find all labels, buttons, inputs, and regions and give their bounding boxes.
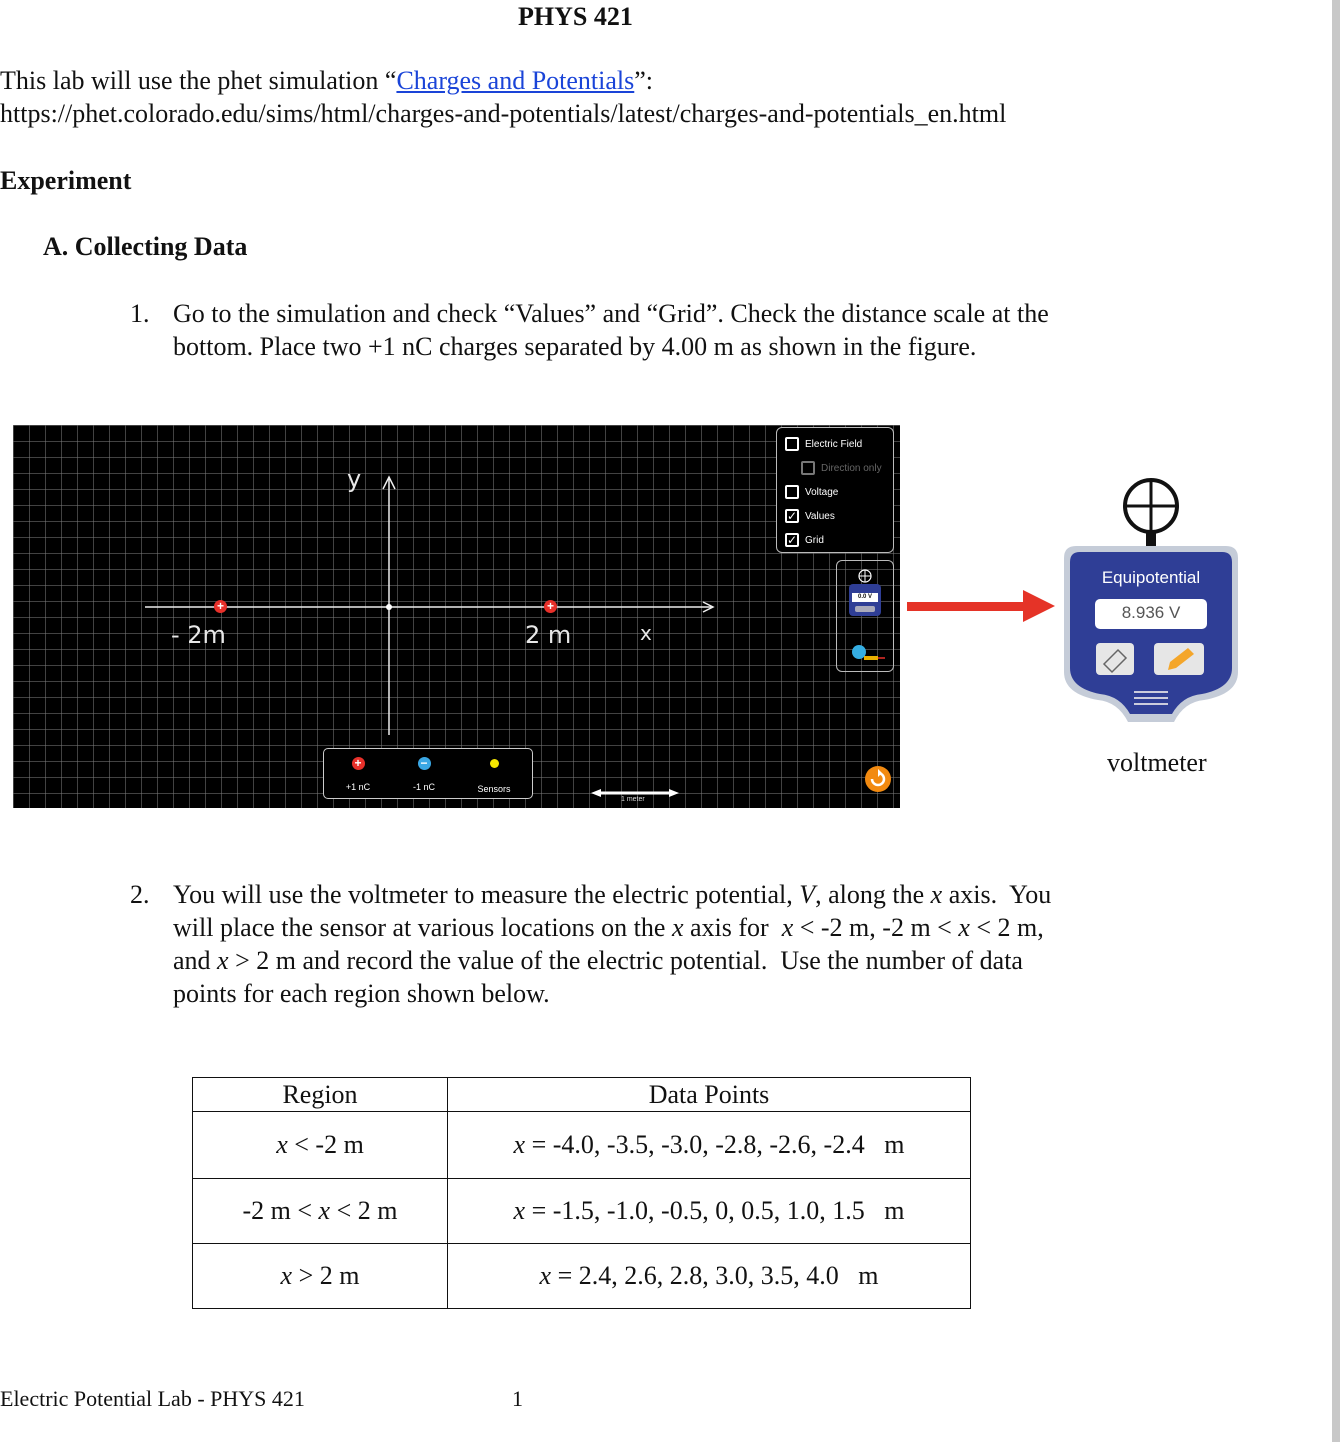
left-position-label: - 2m xyxy=(171,621,226,649)
voltmeter-caption: voltmeter xyxy=(1107,748,1207,777)
measuring-tape-icon xyxy=(852,645,866,659)
region-cell: x < -2 m xyxy=(193,1112,448,1179)
section-heading: Experiment xyxy=(0,166,132,195)
checkbox-electric-field[interactable] xyxy=(785,437,799,451)
mini-meter-value: 0.0 V xyxy=(857,594,872,600)
table-row xyxy=(193,1112,971,1179)
region-cell: -2 m < x < 2 m xyxy=(193,1179,448,1244)
intro-line xyxy=(0,64,653,97)
sim-link[interactable]: Charges and Potentials xyxy=(396,66,635,95)
charge-toolbox xyxy=(323,748,533,799)
step-1-line-2: bottom. Place two +1 nC charges separated by 4.00 m as shown in the figure. xyxy=(173,332,977,361)
control-values[interactable]: ✓ Values xyxy=(787,509,835,523)
tool-positive-charge[interactable]: + +1 nC xyxy=(345,756,371,792)
red-arrow xyxy=(905,588,1057,624)
region-cell: x > 2 m xyxy=(193,1244,448,1309)
points-cell: x = -4.0, -3.5, -3.0, -2.8, -2.6, -2.4 m xyxy=(448,1112,971,1179)
checkbox-voltage[interactable] xyxy=(785,485,799,499)
voltmeter-graphic xyxy=(1064,472,1238,727)
subsection-heading: A. Collecting Data xyxy=(43,232,248,261)
table-row xyxy=(193,1179,971,1244)
voltmeter-title: Equipotential xyxy=(1101,568,1201,587)
page-edge xyxy=(1332,0,1340,1442)
mini-voltmeter-icon[interactable] xyxy=(837,561,893,671)
step-2-line-3: and x > 2 m and record the value of the electric potential. Use the number of data xyxy=(173,946,1023,975)
step-1-number: 1. xyxy=(130,299,150,328)
points-cell: x = -1.5, -1.0, -0.5, 0, 0.5, 1.0, 1.5 m xyxy=(448,1179,971,1244)
tools-box xyxy=(836,560,894,672)
positive-charge-right[interactable]: + xyxy=(544,600,557,613)
voltmeter-reading: 8.936 V xyxy=(1121,603,1181,622)
origin-dot xyxy=(386,604,392,610)
x-axis-label: x xyxy=(640,621,652,645)
right-position-label: 2 m xyxy=(525,621,572,649)
step-2-line-1: You will use the voltmeter to measure the electric potential, V, along the x axis. You xyxy=(173,880,1052,909)
page-title: PHYS 421 xyxy=(518,2,633,31)
step-1-line-1: Go to the simulation and check “Values” and “Grid”. Check the distance scale at the xyxy=(173,299,1049,328)
eraser-button xyxy=(1096,643,1134,675)
simulation-screenshot xyxy=(13,425,900,808)
data-points-table xyxy=(192,1077,971,1309)
step-2-line-2: will place the sensor at various locations on the x axis for x < -2 m, -2 m < x < 2 m, xyxy=(173,913,1044,942)
header-region: Region xyxy=(193,1078,448,1112)
sim-url[interactable]: https://phet.colorado.edu/sims/html/charges-and-potentials/latest/charges-and-potentials_en.html xyxy=(0,99,1007,128)
checkbox-values[interactable]: ✓ xyxy=(787,509,798,523)
points-cell: x = 2.4, 2.6, 2.8, 3.0, 3.5, 4.0 m xyxy=(448,1244,971,1309)
y-axis-label: y xyxy=(347,465,362,493)
tool-negative-charge[interactable]: − -1 nC xyxy=(412,756,435,792)
checkbox-grid[interactable]: ✓ xyxy=(787,533,798,547)
control-grid[interactable]: ✓ Grid xyxy=(787,533,824,547)
reset-button[interactable] xyxy=(864,765,892,793)
step-2-number: 2. xyxy=(130,880,150,909)
intro-prefix: This lab will use the phet simulation “ xyxy=(0,66,397,95)
intro-suffix: ”: xyxy=(634,66,654,95)
control-direction-only: Direction only xyxy=(801,459,882,477)
checkbox-direction-only xyxy=(801,461,815,475)
scale-label: 1 meter xyxy=(621,796,645,803)
table-header-row xyxy=(193,1078,971,1112)
table-row xyxy=(193,1244,971,1309)
tool-sensors[interactable]: Sensors xyxy=(466,757,522,794)
positive-charge-left[interactable]: + xyxy=(214,600,227,613)
footer-title: Electric Potential Lab - PHYS 421 xyxy=(0,1386,305,1411)
header-data-points: Data Points xyxy=(448,1078,971,1112)
control-voltage[interactable]: Voltage xyxy=(785,483,838,501)
voltmeter-body-svg xyxy=(1064,472,1238,727)
page-number: 1 xyxy=(512,1386,523,1411)
control-electric-field[interactable]: Electric Field xyxy=(785,435,862,453)
step-2-line-4: points for each region shown below. xyxy=(173,979,550,1008)
controls-panel xyxy=(776,427,894,553)
